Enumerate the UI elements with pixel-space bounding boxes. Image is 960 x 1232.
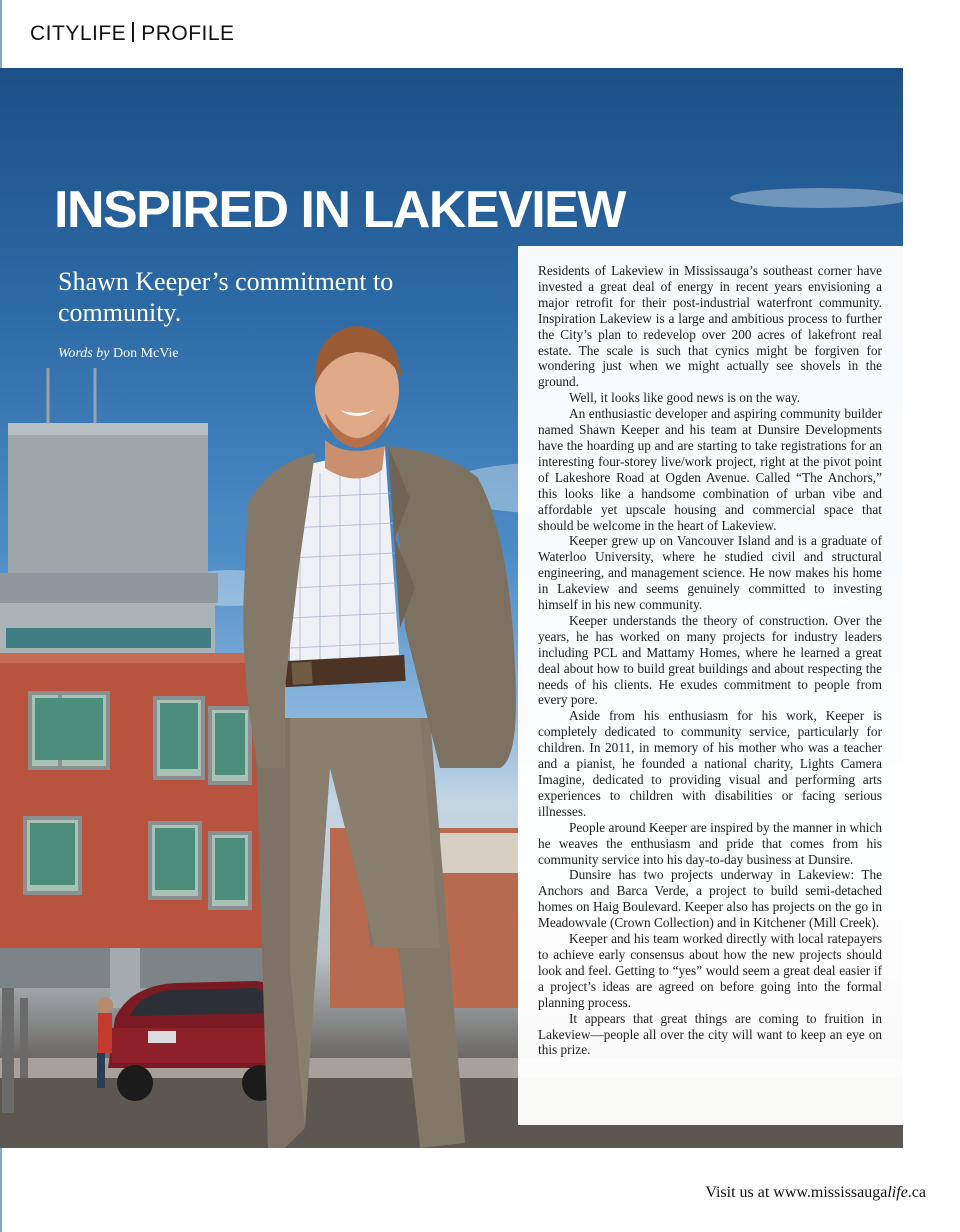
article-paragraph: Dunsire has two projects underway in Lakeview: The Anchors and Barca Verde, a project to build semi-detached homes on Haig Boulevard. Keeper also has projects on the go in Meadowvale (Crown Collection) and in Kitchener (Mill Creek).: [538, 867, 882, 931]
subsection-label: PROFILE: [141, 22, 235, 45]
article-paragraph: Residents of Lakeview in Mississauga’s southeast corner have invested a great deal of energy in recent years envisioning a major retrofit for their post-industrial waterfront community. Inspiration Lakeview is a large and ambitious process to further the City’s plan to redevelop over 200 acres of lakefront real estate. The scale is such that cynics might be forgiven for wondering just when we might actually see shovels in the ground.: [538, 263, 882, 390]
deck-subtitle: Shawn Keeper’s commitment to community.: [58, 267, 394, 327]
byline-author: Don McVie: [112, 346, 179, 361]
brick-building: [0, 653, 280, 1008]
article-paragraph: Aside from his enthusiasm for his work, Keeper is completely dedicated to community service, particularly for children. In 2011, in memory of his mother who was a teacher and a pianist, he founded a national charity, Lights Camera Imagine, dedicated to providing visual and performing arts experiences to children with disabilities or facing serious illnesses.: [538, 708, 882, 819]
article-paragraph: An enthusiastic developer and aspiring community builder named Shawn Keeper and his team at Dunsire Developments have the hoarding up and are starting to take registrations for an interesting four-storey live/work project, right at the pivot point of Lakeshore Road at Ogden Avenue. Called “The Anchors,” this looks like a handsome combination of urban vibe and affordable yet upscale housing and commercial space that should be welcome in the heart of Lakeview.: [538, 406, 882, 533]
article-paragraph: It appears that great things are coming to fruition in Lakeview—people all over the city will want to keep an eye on this prize.: [538, 1010, 882, 1058]
byline-prefix: Words by: [58, 346, 110, 361]
article-paragraph: Keeper grew up on Vancouver Island and is a graduate of Waterloo University, where he studied civil and structural engineering, and management science. He now makes his home in Lakeview and seems genuinely committed to investing himself in his new community.: [538, 533, 882, 613]
header-divider: [132, 22, 134, 42]
footer-prefix: Visit us at www.mississauga: [705, 1184, 888, 1201]
article-body: [538, 263, 882, 1058]
footer-italic: life: [887, 1184, 908, 1201]
man-in-suit: [243, 326, 516, 1148]
tower: [0, 423, 218, 653]
article-paragraph: People around Keeper are inspired by the manner in which he weaves the enthusiasm and pride that comes from his community service into his day-to-day business at Dunsire.: [538, 819, 882, 867]
article-panel: [518, 246, 903, 1125]
article-paragraph: Keeper understands the theory of construction. Over the years, he has worked on many projects for industry leaders including PCL and Mattamy Homes, where he learned a great deal about how to build great buildings and about respecting the needs of his clients. He exudes commitment to people from every pore.: [538, 612, 882, 708]
section-header: [30, 22, 235, 46]
footer-website[interactable]: [705, 1184, 926, 1202]
byline: [58, 346, 179, 362]
article-paragraph: Well, it looks like good news is on the way.: [569, 390, 801, 406]
article-paragraph: Keeper and his team worked directly with local ratepayers to achieve early consensus about how the new projects should look and feel. Getting to “yes” would seem a great deal easier if a project’s ideas are agreed on before going into the formal planning process.: [538, 931, 882, 1010]
section-label: CITYLIFE: [30, 22, 127, 45]
footer-suffix: .ca: [907, 1184, 926, 1201]
headline: INSPIRED IN LAKEVIEW: [54, 181, 625, 239]
